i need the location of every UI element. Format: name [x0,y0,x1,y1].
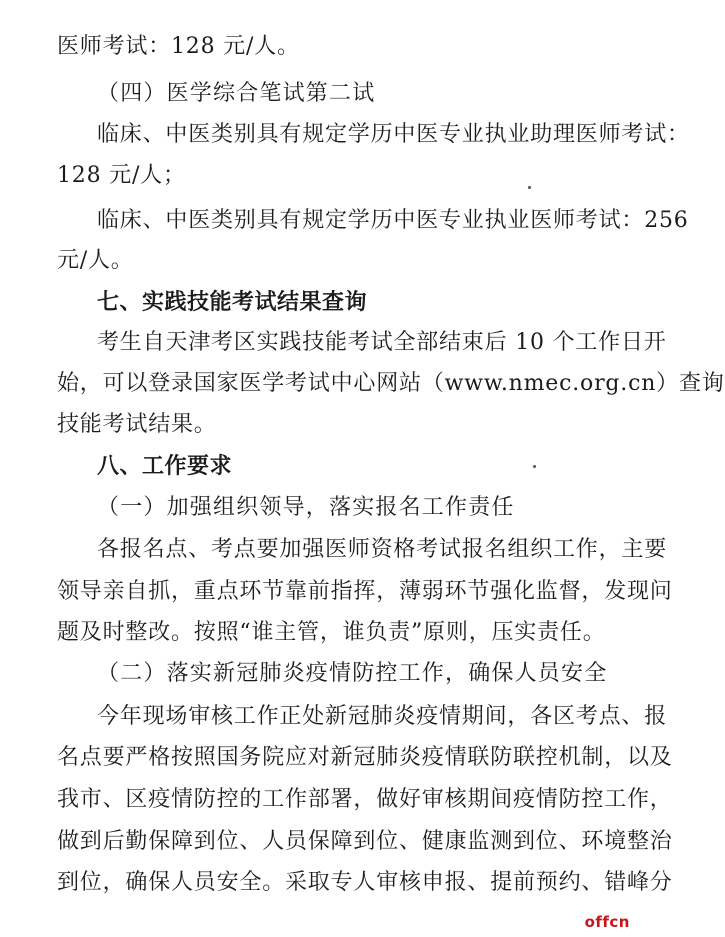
text-line: 128 元/人； [57,163,186,188]
text-line: 做到后勤保障到位、人员保障到位、健康监测到位、环境整治 [57,829,673,854]
text-line: 技能考试结果。 [57,412,217,437]
scan-speck [533,465,536,468]
text-line: 各报名点、考点要加强医师资格考试报名组织工作，主要 [97,537,668,562]
section-subheading: （一）加强组织领导，落实报名工作责任 [97,495,515,520]
text-line: 临床、中医类别具有规定学历中医专业执业医师考试：256 [97,208,689,233]
section-subheading: （二）落实新冠肺炎疫情防控工作，确保人员安全 [97,661,608,686]
text-line: 到位，确保人员安全。采取专人审核申报、提前预约、错峰分 [57,870,673,895]
text-line: 元/人。 [57,248,134,273]
text-line: 始，可以登录国家医学考试中心网站（www.nmec.org.cn）查询 [57,371,725,396]
text-line: 今年现场审核工作正处新冠肺炎疫情期间，各区考点、报 [97,704,668,729]
text-line: 我市、区疫情防控的工作部署，做好审核期间疫情防控工作， [57,787,673,812]
offcn-watermark-logo: offcn [584,913,630,931]
text-line: 医师考试：128 元/人。 [57,34,300,59]
text-line: 考生自天津考区实践技能考试全部结束后 10 个工作日开 [97,330,667,355]
text-line: 题及时整改。按照“谁主管，谁负责”原则，压实责任。 [57,620,606,645]
text-line: 领导亲自抓，重点环节靠前指挥，薄弱环节强化监督，发现问 [57,579,673,604]
section-heading: 八、工作要求 [97,454,233,479]
section-heading: 七、实践技能考试结果查询 [97,290,368,315]
text-line: 名点要严格按照国务院应对新冠肺炎疫情联防联控机制，以及 [57,745,673,770]
text-line: 临床、中医类别具有规定学历中医专业执业助理医师考试： [97,122,690,147]
scan-speck [528,186,531,189]
section-subheading: （四）医学综合笔试第二试 [97,81,376,106]
